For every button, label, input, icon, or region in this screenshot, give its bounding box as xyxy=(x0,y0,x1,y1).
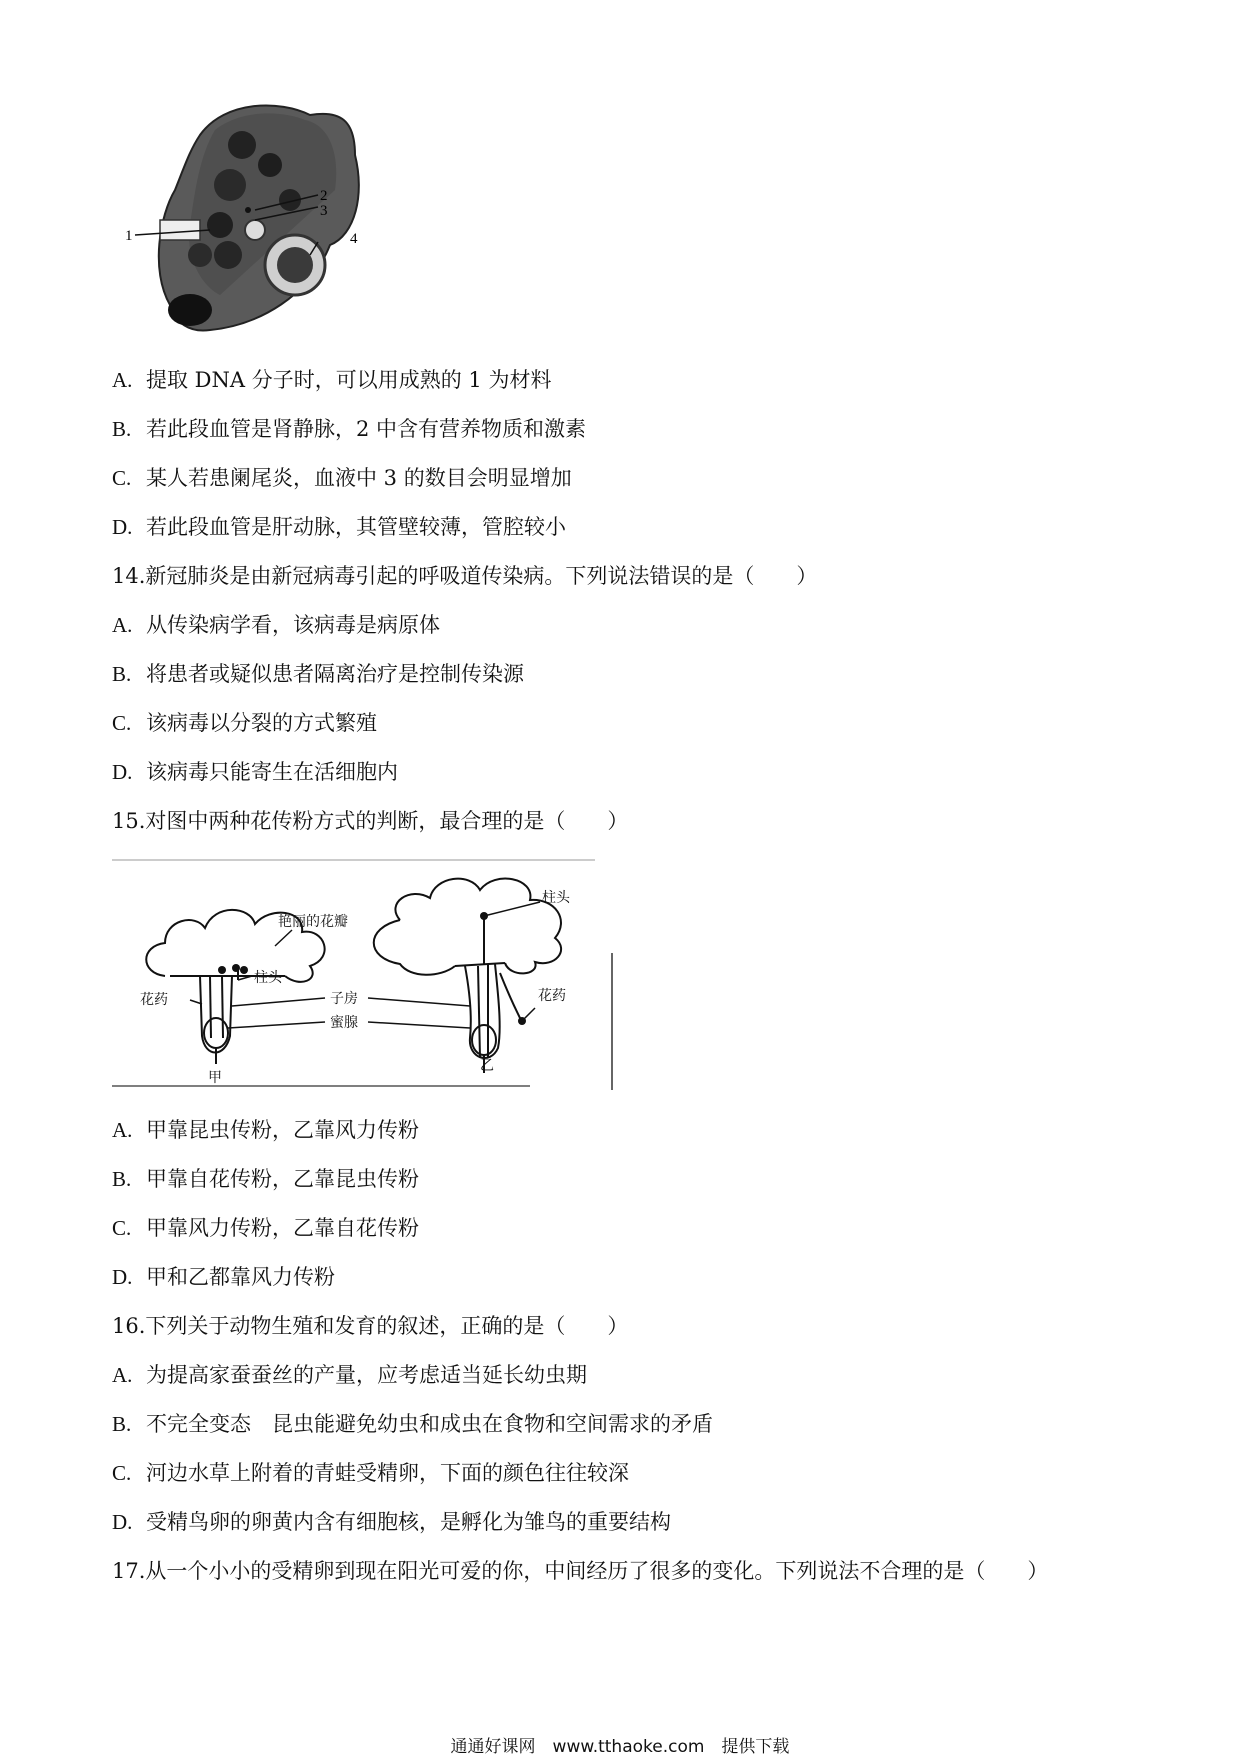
q14-option-c: C. 该病毒以分裂的方式繁殖 xyxy=(112,711,377,735)
q15-option-d: D. 甲和乙都靠风力传粉 xyxy=(112,1265,335,1289)
q15-option-c: C. 甲靠风力传粉，乙靠自花传粉 xyxy=(112,1216,419,1240)
q14-stem: 14.新冠肺炎是由新冠病毒引起的呼吸道传染病。下列说法错误的是（ ） xyxy=(112,564,818,588)
label-anther-right: 花药 xyxy=(538,988,566,1004)
label-ovary: 子房 xyxy=(330,991,358,1007)
label-flower-a: 甲 xyxy=(208,1070,222,1086)
label-stigma-left: 柱头 xyxy=(254,970,282,986)
q13-option-b: B. 若此段血管是肾静脉，2 中含有营养物质和激素 xyxy=(112,417,587,441)
q15-option-b: B. 甲靠自花传粉，乙靠昆虫传粉 xyxy=(112,1167,419,1191)
label-nectary: 蜜腺 xyxy=(330,1015,358,1031)
figure-label-3: 3 xyxy=(320,203,328,219)
q16-option-d: D. 受精鸟卵的卵黄内含有细胞核，是孵化为雏鸟的重要结构 xyxy=(112,1510,671,1534)
q16-option-c: C. 河边水草上附着的青蛙受精卵，下面的颜色往往较深 xyxy=(112,1461,629,1485)
q14-option-a: A. 从传染病学看，该病毒是病原体 xyxy=(112,613,440,637)
q13-option-d: D. 若此段血管是肝动脉，其管壁较薄，管腔较小 xyxy=(112,515,566,539)
q16-option-a: A. 为提高家蚕蚕丝的产量，应考虑适当延长幼虫期 xyxy=(112,1363,587,1387)
q13-option-a: A. 提取 DNA 分子时，可以用成熟的 1 为材料 xyxy=(112,368,552,392)
label-flower-b: 乙 xyxy=(480,1058,494,1074)
q15-stem: 15.对图中两种花传粉方式的判断，最合理的是（ ） xyxy=(112,809,629,833)
q16-stem: 16.下列关于动物生殖和发育的叙述，正确的是（ ） xyxy=(112,1314,629,1338)
q14-option-d: D. 该病毒只能寄生在活细胞内 xyxy=(112,760,398,784)
figure-label-4: 4 xyxy=(350,231,358,247)
q13-option-c: C. 某人若患阑尾炎，血液中 3 的数目会明显增加 xyxy=(112,466,572,490)
label-anther-left: 花药 xyxy=(140,992,168,1008)
label-stigma-right: 柱头 xyxy=(542,890,570,906)
label-petal: 艳丽的花瓣 xyxy=(278,914,348,930)
figure-label-2: 2 xyxy=(320,188,328,204)
flower-pollination-figure xyxy=(110,858,620,1094)
q17-stem: 17.从一个小小的受精卵到现在阳光可爱的你，中间经历了很多的变化。下列说法不合理的是（ ） xyxy=(112,1559,1049,1583)
figure-label-1: 1 xyxy=(125,228,133,244)
page-footer: 通通好课网 www.tthaoke.com 提供下载 xyxy=(450,1737,790,1757)
q16-option-b: B. 不完全变态 昆虫能避免幼虫和成虫在食物和空间需求的矛盾 xyxy=(112,1412,713,1436)
blood-vessel-figure xyxy=(125,95,390,345)
q14-option-b: B. 将患者或疑似患者隔离治疗是控制传染源 xyxy=(112,662,524,686)
q15-option-a: A. 甲靠昆虫传粉，乙靠风力传粉 xyxy=(112,1118,419,1142)
